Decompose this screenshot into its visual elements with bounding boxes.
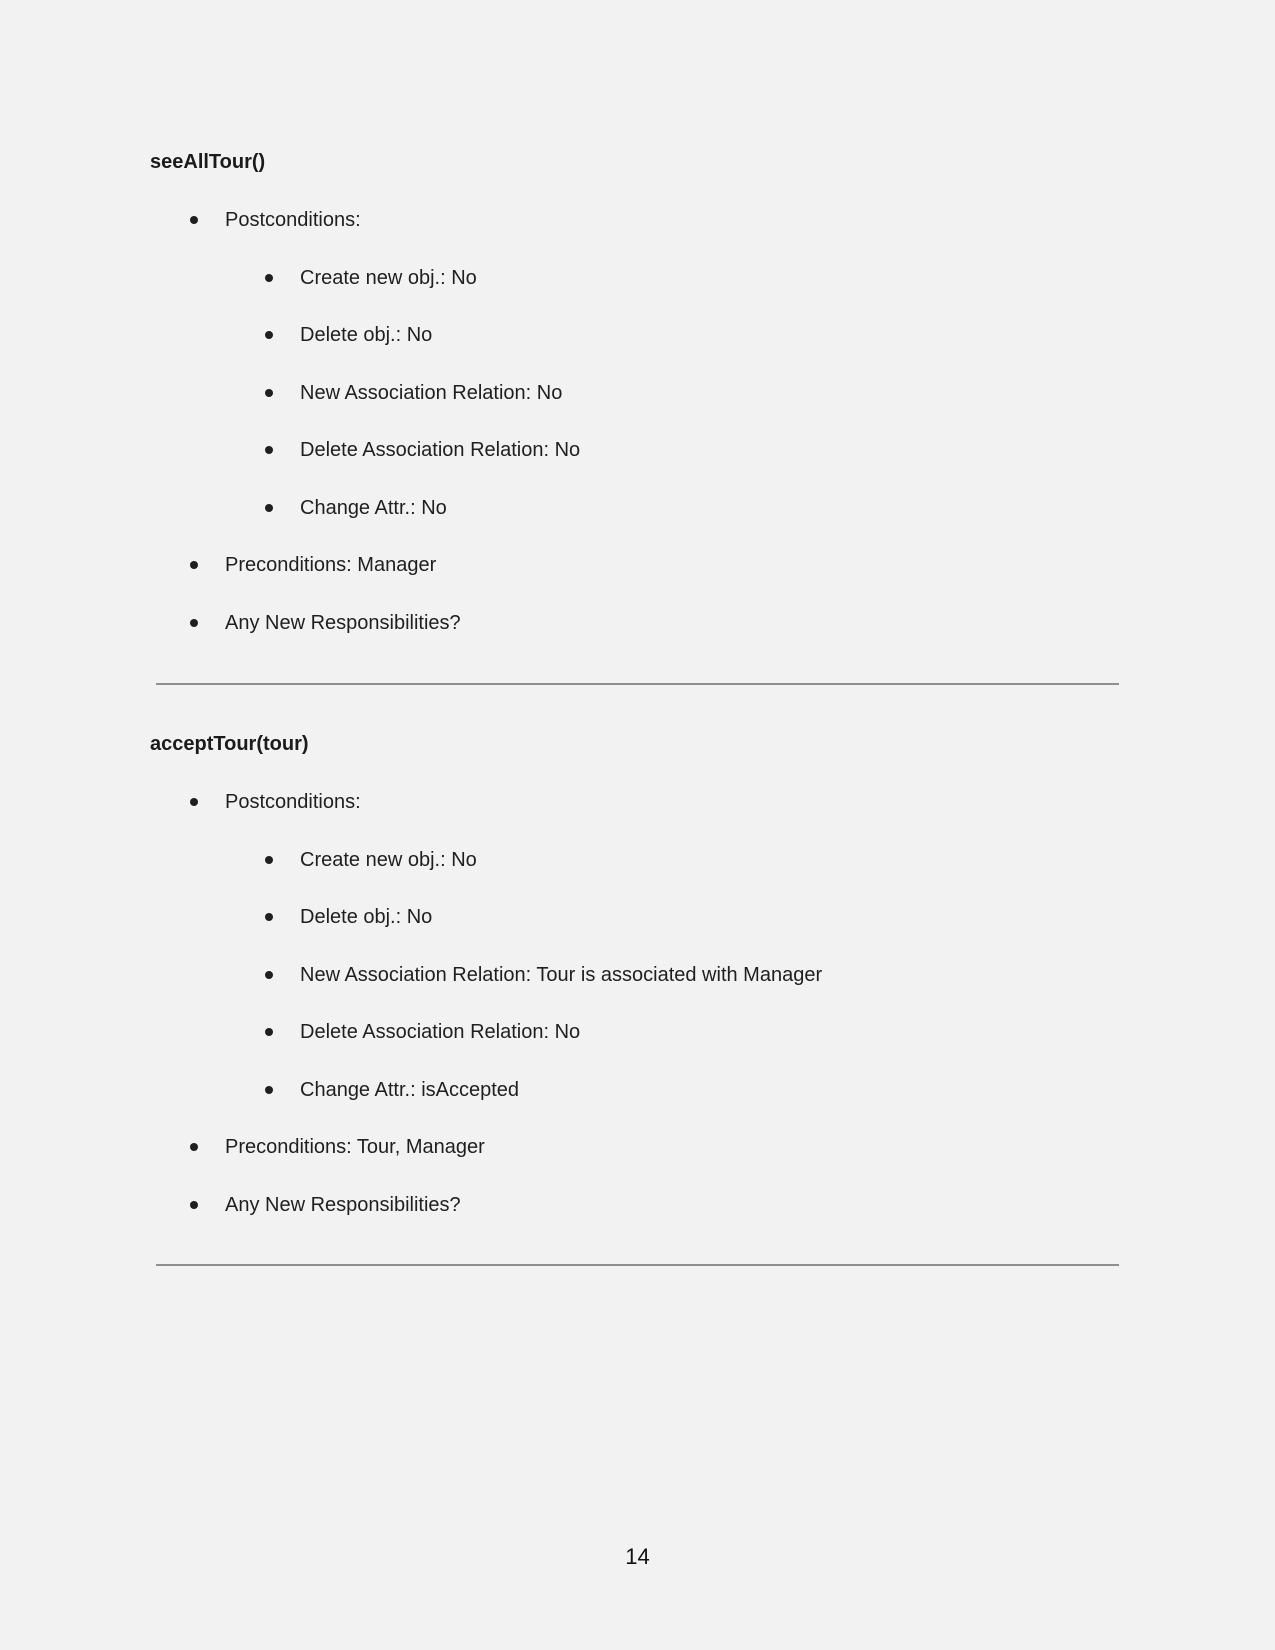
- postcondition-item: Change Attr.: isAccepted: [300, 1079, 520, 1101]
- section-title-see-all-tour: seeAllTour(): [150, 151, 266, 173]
- bullet-icon: [265, 1086, 273, 1094]
- page-number: 14: [625, 1544, 650, 1569]
- preconditions-text: Preconditions: Manager: [225, 554, 437, 576]
- postcondition-item: Delete obj.: No: [300, 906, 433, 928]
- postcondition-item: Delete Association Relation: No: [300, 439, 581, 461]
- responsibilities-text: Any New Responsibilities?: [225, 1194, 461, 1216]
- bullet-icon: [190, 1201, 198, 1209]
- bullet-icon: [265, 971, 273, 979]
- bullet-icon: [190, 216, 198, 224]
- postcondition-item: Create new obj.: No: [300, 267, 477, 289]
- bullet-icon: [265, 1028, 273, 1036]
- bullet-icon: [190, 619, 198, 627]
- bullet-icon: [265, 504, 273, 512]
- postcondition-item: New Association Relation: Tour is associated with Manager: [300, 964, 823, 986]
- responsibilities-text: Any New Responsibilities?: [225, 612, 461, 634]
- section-title-accept-tour: acceptTour(tour): [150, 733, 309, 755]
- postconditions-label: Postconditions:: [225, 209, 361, 231]
- bullet-icon: [190, 1143, 198, 1151]
- postcondition-item: Delete obj.: No: [300, 324, 433, 346]
- postconditions-label: Postconditions:: [225, 791, 361, 813]
- bullet-icon: [265, 331, 273, 339]
- bullet-icon: [190, 561, 198, 569]
- postcondition-item: Change Attr.: No: [300, 497, 447, 519]
- postcondition-item: Delete Association Relation: No: [300, 1021, 581, 1043]
- bullet-icon: [265, 913, 273, 921]
- postcondition-item: Create new obj.: No: [300, 849, 477, 871]
- bullet-icon: [265, 856, 273, 864]
- postcondition-item: New Association Relation: No: [300, 382, 563, 404]
- bullet-icon: [265, 389, 273, 397]
- bullet-icon: [265, 446, 273, 454]
- bullet-icon: [265, 274, 273, 282]
- section-divider: [156, 683, 1119, 685]
- bullet-icon: [190, 798, 198, 806]
- preconditions-text: Preconditions: Tour, Manager: [225, 1136, 485, 1158]
- section-divider: [156, 1264, 1119, 1266]
